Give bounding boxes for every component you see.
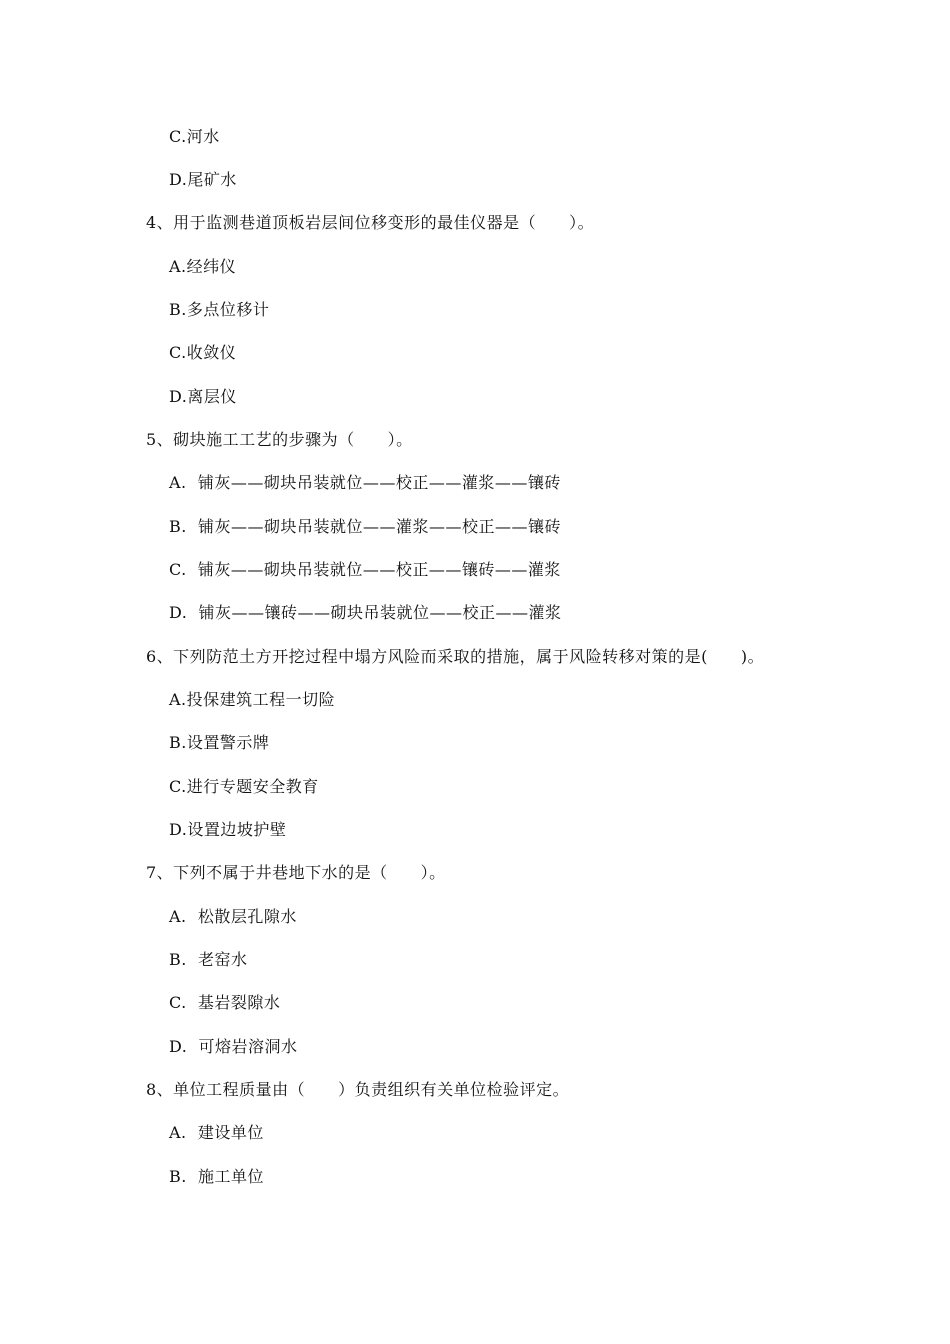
option-3c: C.河水 bbox=[169, 127, 220, 146]
option-3d: D.尾矿水 bbox=[169, 170, 237, 189]
option-5d: D. 铺灰——镶砖——砌块吊装就位——校正——灌浆 bbox=[169, 603, 562, 622]
option-4b: B.多点位移计 bbox=[169, 300, 270, 319]
option-8a: A. 建设单位 bbox=[169, 1123, 264, 1142]
option-4d: D.离层仪 bbox=[169, 387, 237, 406]
question-8: 8、单位工程质量由（ ）负责组织有关单位检验评定。 bbox=[146, 1080, 570, 1099]
option-6d: D.设置边坡护壁 bbox=[169, 820, 287, 839]
option-5c: C. 铺灰——砌块吊装就位——校正——镶砖——灌浆 bbox=[169, 560, 561, 579]
question-5: 5、砌块施工工艺的步骤为（ ）。 bbox=[146, 430, 413, 449]
question-6: 6、下列防范土方开挖过程中塌方风险而采取的措施，属于风险转移对策的是( )。 bbox=[146, 647, 765, 666]
question-7: 7、下列不属于井巷地下水的是（ ）。 bbox=[146, 863, 446, 882]
option-4c: C.收敛仪 bbox=[169, 343, 237, 362]
option-5b: B. 铺灰——砌块吊装就位——灌浆——校正——镶砖 bbox=[169, 517, 562, 536]
option-7c: C. 基岩裂隙水 bbox=[169, 993, 281, 1012]
option-6c: C.进行专题安全教育 bbox=[169, 777, 319, 796]
option-7a: A. 松散层孔隙水 bbox=[169, 907, 297, 926]
option-6b: B.设置警示牌 bbox=[169, 733, 270, 752]
option-7b: B. 老窑水 bbox=[169, 950, 248, 969]
option-6a: A.投保建筑工程一切险 bbox=[169, 690, 336, 709]
option-5a: A. 铺灰——砌块吊装就位——校正——灌浆——镶砖 bbox=[169, 473, 561, 492]
option-8b: B. 施工单位 bbox=[169, 1167, 265, 1186]
option-7d: D. 可熔岩溶洞水 bbox=[169, 1037, 298, 1056]
option-4a: A.经纬仪 bbox=[169, 257, 237, 276]
question-4: 4、用于监测巷道顶板岩层间位移变形的最佳仪器是（ ）。 bbox=[146, 213, 595, 232]
